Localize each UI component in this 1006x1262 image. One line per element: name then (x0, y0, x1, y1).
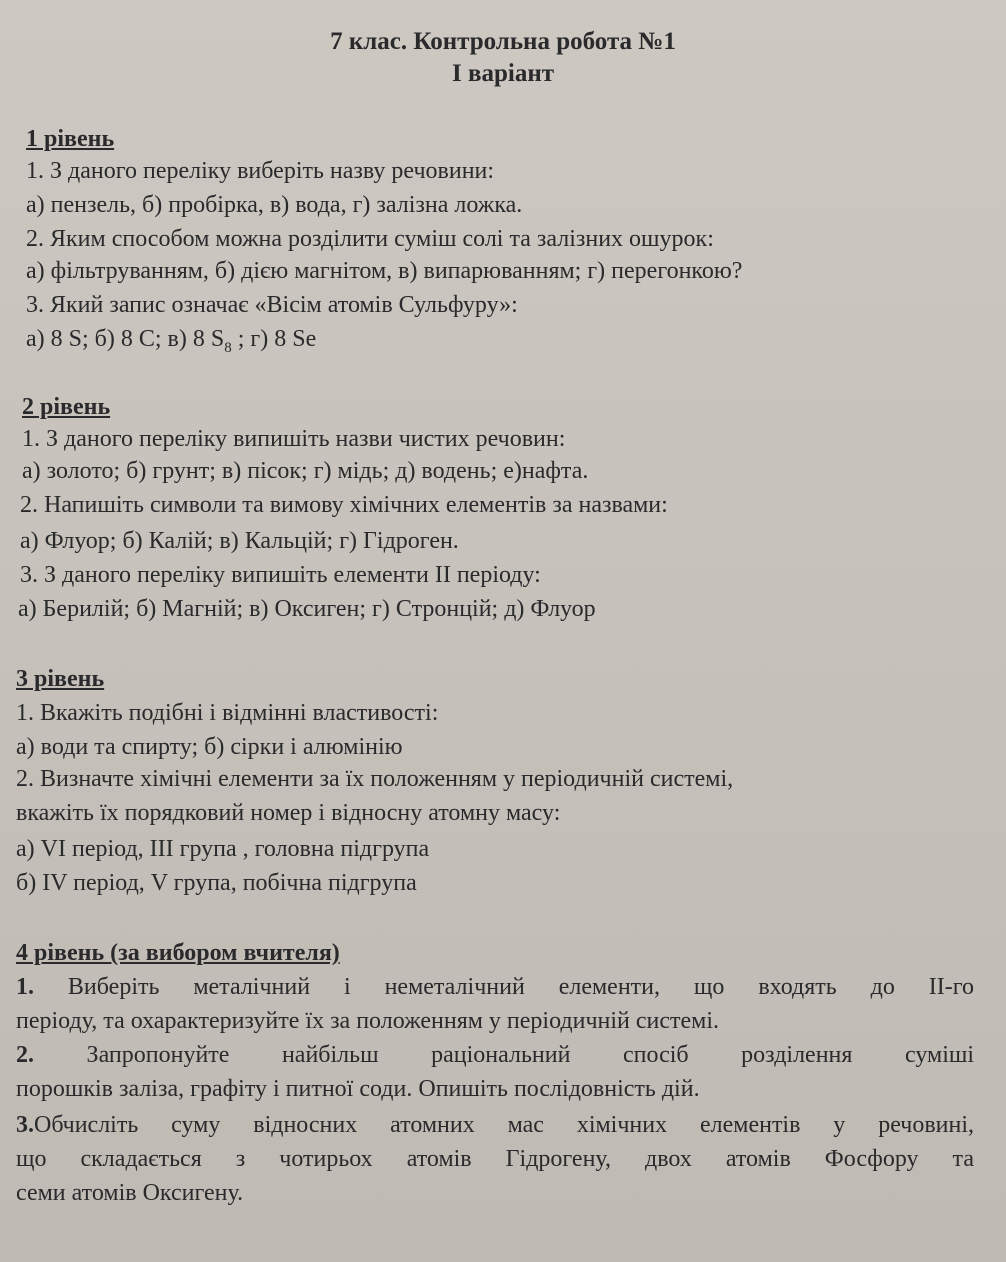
level2-heading: 2 рівень (22, 394, 111, 420)
page-title: 7 клас. Контрольна робота №1 (330, 28, 676, 55)
level4-question-3-line1 (16, 1110, 974, 1140)
level3-question-1: 1. Вкажіть подібні і відмінні властивості: (16, 700, 439, 726)
level4-question-1-line2: періоду, та охарактеризуйте їх за положенням у періодичній системі. (16, 1008, 720, 1034)
level1-question-3: 3. Який запис означає «Вісім атомів Сульфуру»: (26, 292, 518, 318)
level2-question-3: 3. З даного переліку випишіть елементи II періоду: (20, 562, 541, 588)
level1-answers-3-subscript: 8 (224, 339, 232, 356)
level4-question-3-number: 3. (16, 1112, 34, 1138)
level4-question-2-text: Запропонуйте найбільш раціональний спосіб розділення суміші (86, 1042, 975, 1068)
level4-question-3-text: Обчисліть суму відносних атомних мас хімічних елементів у речовині, (34, 1112, 974, 1138)
level4-question-1-number: 1. (16, 974, 34, 1000)
level1-question-2: 2. Яким способом можна розділити суміш солі та залізних ошурок: (26, 226, 714, 252)
variant-title: І варіант (451, 60, 554, 87)
level4-question-3-line3: семи атомів Оксигену. (16, 1180, 244, 1206)
level2-question-1: 1. З даного переліку випишіть назви чистих речовин: (22, 426, 566, 452)
level2-question-2: 2. Напишіть символи та вимову хімічних елементів за назвами: (20, 492, 668, 518)
level4-question-3-line2: що складається з чотирьох атомів Гідрогену, двох атомів Фосфору та (16, 1146, 974, 1172)
level1-question-1: 1. З даного переліку виберіть назву речовини: (26, 158, 495, 184)
level2-answers-2: а) Флуор; б) Калій; в) Кальцій; г) Гідроген. (20, 528, 459, 554)
level4-question-2-line1 (16, 1040, 974, 1070)
level4-heading: 4 рівень (за вибором вчителя) (16, 940, 340, 966)
level4-question-2-line2: порошків заліза, графіту і питної соди. Опишіть послідовність дій. (16, 1076, 700, 1102)
level4-question-1-text: Виберіть металічний і неметалічний елементи, що входять до II-го (67, 974, 975, 1000)
level1-answers-1: а) пензель, б) пробірка, в) вода, г) залізна ложка. (26, 192, 523, 218)
level3-question-2-line2: вкажіть їх порядковий номер і відносну атомну масу: (16, 800, 561, 826)
level3-answer-2b: б) IV період, V група, побічна підгрупа (16, 870, 417, 896)
level2-answers-3: а) Берилій; б) Магній; в) Оксиген; г) Стронцій; д) Флуор (18, 596, 596, 622)
level3-question-2-line1: 2. Визначте хімічні елементи за їх положенням у періодичній системі, (16, 766, 734, 792)
level3-answers-1: а) води та спирту; б) сірки і алюмінію (16, 734, 403, 760)
level3-answer-2a: а) VI період, III група , головна підгрупа (16, 836, 430, 862)
level3-heading: 3 рівень (16, 666, 105, 692)
level1-heading: 1 рівень (26, 126, 115, 152)
level4-question-2-number: 2. (16, 1042, 34, 1068)
level1-answers-2: а) фільтруванням, б) дією магнітом, в) випарюванням; г) перегонкою? (26, 258, 743, 284)
level1-answers-3-part1: а) 8 S; б) 8 С; в) 8 S (26, 326, 225, 352)
level4-question-1-line1 (16, 972, 974, 1002)
level2-answers-1: а) золото; б) грунт; в) пісок; г) мідь; д) водень; е)нафта. (22, 458, 589, 484)
level1-answers-3 (26, 324, 316, 363)
level1-answers-3-part2: ; г) 8 Se (231, 326, 317, 352)
